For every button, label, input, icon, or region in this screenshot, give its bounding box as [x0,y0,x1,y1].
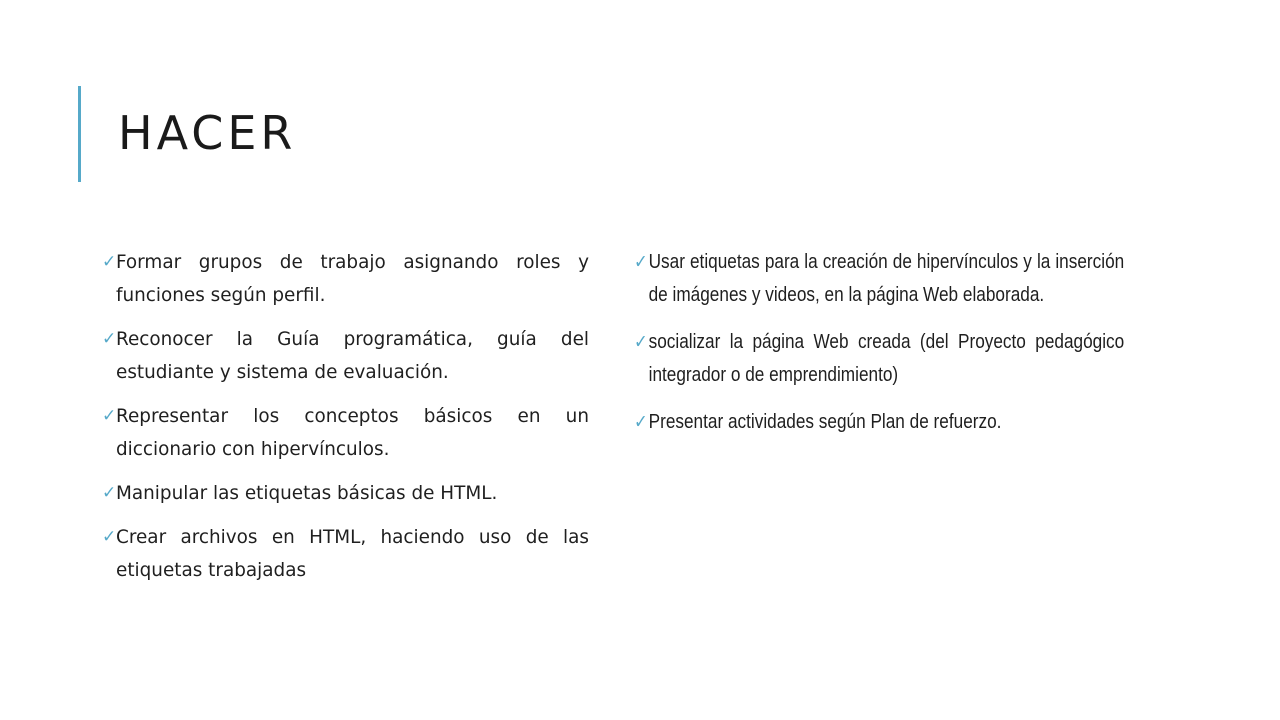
list-item-text: socializar la página Web creada (del Proyecto pedagógico integrador o de emprendimiento) [648,331,1125,386]
checkmark-icon: ✓ [102,329,117,349]
list-item [102,323,589,389]
list-item [634,246,1124,312]
checkmark-icon: ✓ [634,411,648,433]
list-item-text: Presentar actividades según Plan de refuerzo. [648,411,1002,433]
list-item-text: Crear archivos en HTML, haciendo uso de las etiquetas trabajadas [116,527,589,581]
list-item-text: Representar los conceptos básicos en un diccionario con hipervínculos. [116,406,589,460]
list-item-text: Formar grupos de trabajo asignando roles y funciones según perfil. [116,252,589,306]
right-bullet-list [634,246,1124,453]
checkmark-icon: ✓ [102,483,117,503]
title-accent-bar [78,86,81,182]
list-item [102,400,589,466]
list-item [102,521,589,587]
list-item-text: Reconocer la Guía programática, guía del estudiante y sistema de evaluación. [116,329,589,383]
checkmark-icon: ✓ [634,331,648,353]
left-bullet-list [102,246,589,598]
list-item [634,326,1124,392]
checkmark-icon: ✓ [102,406,117,426]
checkmark-icon: ✓ [102,252,117,272]
list-item [102,477,589,510]
list-item [102,246,589,312]
checkmark-icon: ✓ [102,527,117,547]
checkmark-icon: ✓ [634,251,648,273]
list-item [634,406,1124,439]
list-item-text: Usar etiquetas para la creación de hipervínculos y la inserción de imágenes y videos, en la página Web elaborada. [648,251,1125,306]
list-item-text: Manipular las etiquetas básicas de HTML. [116,483,498,504]
slide-title: HACER [118,106,297,160]
